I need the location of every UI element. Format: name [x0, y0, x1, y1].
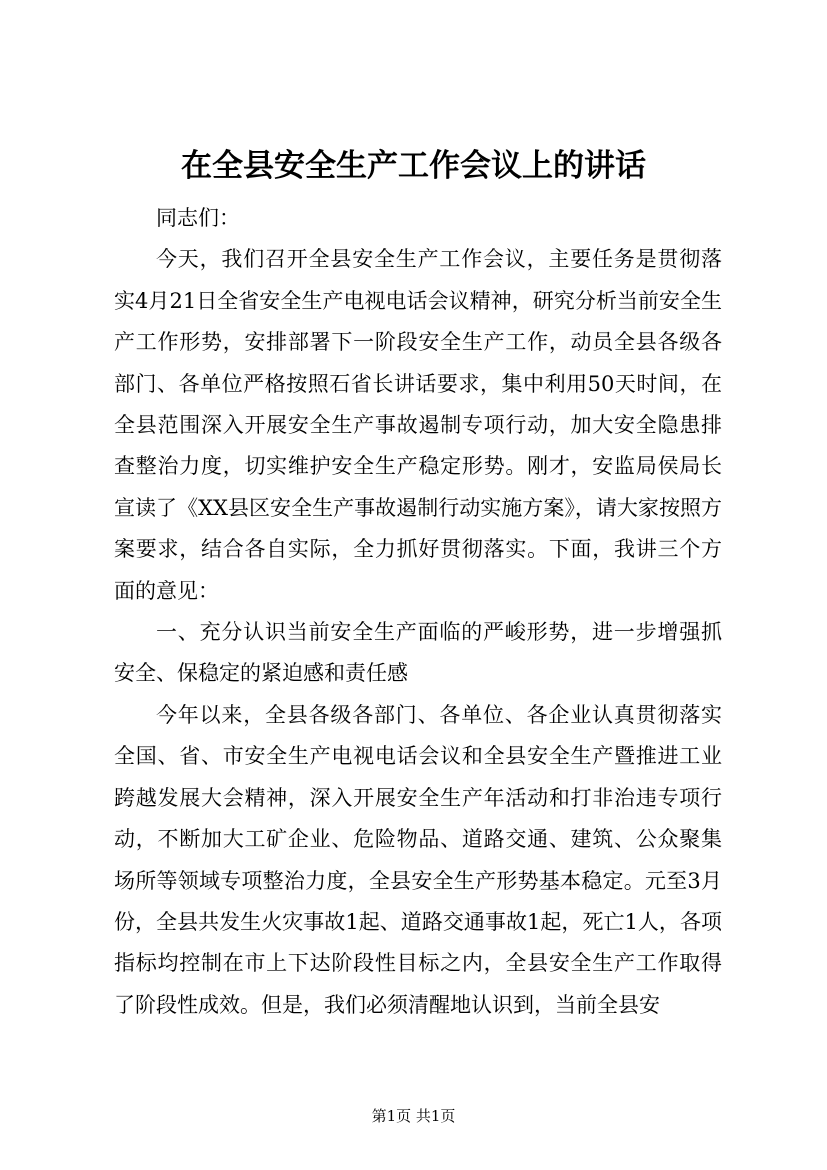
- page-footer: 第1页 共1页: [371, 1107, 456, 1125]
- page-title: 在全县安全生产工作会议上的讲话: [181, 148, 646, 184]
- greeting-paragraph: 同志们：: [156, 206, 240, 230]
- section-heading-1: 一、充分认识当前安全生产面临的严峻形势，进一步增强抓安全、保稳定的紧迫感和责任感: [114, 620, 722, 686]
- document-body: [114, 198, 722, 1026]
- section-1-paragraph: 今年以来，全县各级各部门、各单位、各企业认真贯彻落实全国、省、市安全生产电视电话会议和全县安全生产暨推进工业跨越发展大会精神，深入开展安全生产年活动和打非治违专项行动，不断加大工矿企业、危险物品、道路交通、建筑、公众聚集场所等领域专项整治力度，全县安全生产形势基本稳定。元至3月份，全县共发生火灾事故1起、道路交通事故1起，死亡1人，各项指标均控制在市上下达阶段性目标之内，全县安全生产工作取得了阶段性成效。但是，我们必须清醒地认识到，当前全县安: [114, 702, 722, 1017]
- intro-paragraph: 今天，我们召开全县安全生产工作会议，主要任务是贯彻落实4月21日全省安全生产电视电话会议精神，研究分析当前安全生产工作形势，安排部署下一阶段安全生产工作，动员全县各级各部门、各单位严格按照石省长讲话要求，集中利用50天时间，在全县范围深入开展安全生产事故遏制专项行动，加大安全隐患排查整治力度，切实维护安全生产稳定形势。刚才，安监局侯局长宣读了《XX县区安全生产事故遏制行动实施方案》，请大家按照方案要求，结合各自实际，全力抓好贯彻落实。下面，我讲三个方面的意见：: [114, 247, 722, 603]
